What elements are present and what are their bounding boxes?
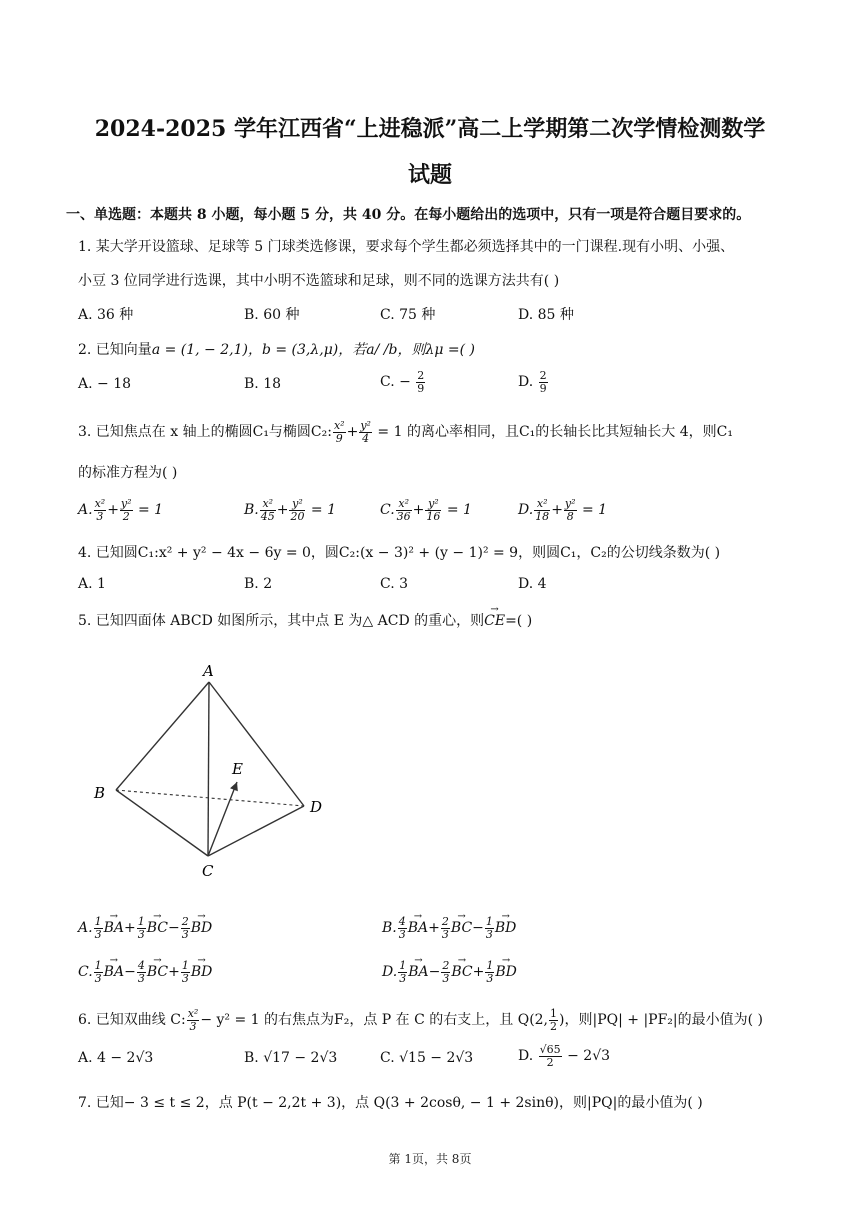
q5-option-sign: + xyxy=(168,964,180,981)
q5-option-coef xyxy=(137,916,146,940)
q5-option-vector: → BD xyxy=(191,920,213,936)
q5-option-label: A. xyxy=(78,920,93,937)
q3-option-x-fraction xyxy=(534,498,550,522)
q5-option-sign: − xyxy=(124,964,136,981)
q5-option-coef-den: 3 xyxy=(137,971,145,985)
q3-option-eq: = 1 xyxy=(306,502,337,519)
exam-title-line1: 2024-2025 学年江西省“上进稳派”高二上学期第二次学情检测数学 xyxy=(94,116,766,142)
q6-q-num: 1 xyxy=(550,1007,558,1020)
q3-option-x-fraction-num: x² xyxy=(396,498,412,511)
q3-option-plus: + xyxy=(107,502,119,519)
q2-part2: a = (1, − 2,1)， xyxy=(151,342,262,358)
q6-option-d-label: D. xyxy=(518,1048,538,1065)
q6-q-den: 2 xyxy=(550,1019,558,1033)
edge-ac xyxy=(208,682,209,856)
q5-option-coef-den: 3 xyxy=(94,927,102,941)
q5-option-coef-den: 3 xyxy=(398,927,406,941)
q3-option-y-fraction-den: 20 xyxy=(290,509,305,523)
q3-option-y-fraction-num: y² xyxy=(564,497,576,510)
q1-option-c: C. 75 种 xyxy=(380,307,436,323)
q5-option-coef-num: 1 xyxy=(94,959,102,972)
edge-cd xyxy=(208,806,304,856)
vertex-label-c: C xyxy=(202,862,214,880)
page-footer: 第 1页，共 8页 xyxy=(388,1152,472,1166)
q5-option-vector: → BC xyxy=(451,964,472,980)
q3-option-label: D. xyxy=(518,502,534,519)
q3-option-y-fraction-den: 16 xyxy=(426,509,441,523)
q3-option-y-fraction-num: y² xyxy=(289,498,305,511)
q3-option-x-fraction-den: 3 xyxy=(96,509,104,523)
q3-option-eq: = 1 xyxy=(133,502,164,519)
q5-option-label: D. xyxy=(382,964,398,981)
q5-option-vector: → BD xyxy=(495,920,517,936)
q7-stem: 7. 已知− 3 ≤ t ≤ 2，点 P(t − 2,2t + 3)，点 Q(3 + 2cosθ, − 1 + 2sinθ)，则|PQ|的最小值为( ) xyxy=(78,1095,703,1111)
q5-option-coef xyxy=(485,916,494,940)
q6-option-d-fraction xyxy=(539,1044,562,1068)
q6-option-b: B. √17 − 2√3 xyxy=(244,1050,338,1066)
q2-d-num: 2 xyxy=(539,369,547,382)
q3-option-x-fraction-num: x² xyxy=(94,497,106,510)
q5-option-vector: → BA xyxy=(408,964,428,980)
q3-stem-part-a: 3. 已知焦点在 x 轴上的椭圆C₁与椭圆C₂: xyxy=(78,424,332,441)
q5-option-vector: → BD xyxy=(495,964,517,980)
q3-option-plus: + xyxy=(276,502,289,519)
q3-c2-x-fraction xyxy=(333,420,346,444)
q2-option-d-label: D. xyxy=(518,374,538,391)
q3-option-x-fraction-den: 36 xyxy=(396,509,411,523)
q3-option-y-fraction-den: 8 xyxy=(566,509,574,523)
q5-option-a xyxy=(78,916,212,940)
q2-d-den: 9 xyxy=(539,381,547,395)
q1-option-b: B. 60 种 xyxy=(244,307,300,323)
q5-stem-part-a: 5. 已知四面体 ABCD 如图所示，其中点 E 为△ ACD 的重心，则 xyxy=(78,613,485,629)
q5-option-coef xyxy=(181,960,190,984)
q5-option-coef-den: 3 xyxy=(137,927,145,941)
q2-option-c-label: C. − xyxy=(380,374,416,391)
vertex-label-a: A xyxy=(203,662,214,680)
q3-option-label: C. xyxy=(380,502,395,519)
q3-c2-y-den: 4 xyxy=(362,431,370,445)
q5-option-sign: − xyxy=(428,964,441,981)
q5-option-coef xyxy=(94,960,103,984)
q5-option-coef-num: 2 xyxy=(441,915,449,928)
q5-option-coef-num: 1 xyxy=(94,915,102,928)
q1-option-a: A. 36 种 xyxy=(78,307,134,323)
q2-option-c-fraction xyxy=(416,370,425,394)
q2-part3: b = (3,λ,μ)，若 xyxy=(261,342,367,358)
q1-option-d: D. 85 种 xyxy=(518,307,574,323)
q3-option-x-fraction xyxy=(396,498,412,522)
q5-vector-ce: → CE xyxy=(484,613,505,629)
q5-option-coef-den: 3 xyxy=(485,927,493,941)
q3-option-y-fraction xyxy=(289,498,305,522)
q6-q-fraction xyxy=(549,1008,558,1032)
q5-option-coef-num: 4 xyxy=(398,915,406,928)
q6-stem-part-b: − y² = 1 的右焦点为F₂，点 P 在 C 的右支上，且 Q(2, xyxy=(200,1012,549,1029)
q5-option-vector: → BD xyxy=(191,964,213,980)
q5-option-sign: − xyxy=(472,920,484,937)
edge-bc xyxy=(116,790,208,856)
q2-option-b: B. 18 xyxy=(244,376,282,392)
q5-option-coef xyxy=(441,960,450,984)
q5-option-coef xyxy=(441,916,450,940)
q3-option-c xyxy=(380,498,472,522)
q3-c2-y-num: y² xyxy=(360,419,371,432)
q4-option-c: C. 3 xyxy=(380,576,409,592)
section-heading: 一、单选题：本题共 8 小题，每小题 5 分，共 40 分。在每小题给出的选项中，只有一项是符合题目要求的。 xyxy=(66,207,751,223)
q5-option-coef-num: 4 xyxy=(137,959,145,972)
q2-option-a: A. − 18 xyxy=(78,376,132,392)
q3-plus: + xyxy=(346,424,359,441)
q2-part4: a/ / xyxy=(366,342,389,358)
q3-option-eq: = 1 xyxy=(577,502,608,519)
q5-option-sign: − xyxy=(167,920,180,937)
q3-option-b xyxy=(244,498,336,522)
tetrahedron-figure xyxy=(86,650,346,890)
q3-c2-y-fraction xyxy=(359,420,372,444)
q3-option-x-fraction-den: 18 xyxy=(535,509,550,523)
point-label-e: E xyxy=(232,760,243,778)
q6-option-a: A. 4 − 2√3 xyxy=(78,1050,154,1066)
q3-option-x-fraction-num: x² xyxy=(260,498,276,511)
q5-option-coef-num: 2 xyxy=(181,915,189,928)
q3-option-label: B. xyxy=(244,502,259,519)
q5-option-vector: → BA xyxy=(408,920,428,936)
q6-stem xyxy=(78,1008,763,1032)
edge-bd-hidden xyxy=(116,790,304,806)
q6-hyperbola-fraction xyxy=(187,1008,200,1032)
q2-part1: 2. 已知向量 xyxy=(78,342,152,358)
q5-option-coef-num: 1 xyxy=(485,915,493,928)
q6-d-rest: − 2√3 xyxy=(562,1048,611,1065)
q5-option-coef xyxy=(485,960,494,984)
q5-option-coef-den: 3 xyxy=(486,971,494,985)
exam-title-line2: 试题 xyxy=(407,162,452,188)
q3-option-y-fraction xyxy=(120,498,133,522)
q5-option-label: C. xyxy=(78,964,93,981)
q5-option-coef-den: 3 xyxy=(442,971,450,985)
vertex-label-b: B xyxy=(94,784,106,802)
q6-stem-part-a: 6. 已知双曲线 C: xyxy=(78,1012,186,1029)
q3-option-x-fraction xyxy=(94,498,107,522)
q2-c-den: 9 xyxy=(417,381,425,395)
q3-stem-line1 xyxy=(78,420,733,444)
q5-option-sign: + xyxy=(472,964,485,981)
q3-option-plus: + xyxy=(412,502,425,519)
edge-ab xyxy=(116,682,209,790)
q5-option-coef xyxy=(137,960,146,984)
q5-option-coef-den: 3 xyxy=(399,971,407,985)
q5-option-d xyxy=(382,960,517,984)
q4-option-b: B. 2 xyxy=(244,576,273,592)
q2-c-num: 2 xyxy=(417,369,425,382)
q3-option-a xyxy=(78,498,163,522)
q3-option-y-fraction-num: y² xyxy=(120,497,132,510)
q6-d-den: 2 xyxy=(546,1055,554,1069)
q3-stem-line2: 的标准方程为( ) xyxy=(78,465,178,481)
q5-option-coef-num: 2 xyxy=(442,959,450,972)
q5-option-b xyxy=(382,916,516,940)
q3-option-y-fraction-num: y² xyxy=(425,498,441,511)
q5-option-coef xyxy=(181,916,190,940)
q3-c2-x-num: x² xyxy=(333,419,345,432)
q5-option-vector: → BA xyxy=(104,964,124,980)
q6-option-d xyxy=(518,1044,610,1068)
q5-option-c xyxy=(78,960,212,984)
q3-option-x-fraction-den: 45 xyxy=(260,509,275,523)
q3-option-label: A. xyxy=(78,502,93,519)
q5-option-coef-den: 3 xyxy=(181,971,189,985)
q5-option-sign: + xyxy=(428,920,440,937)
q5-option-vector: → BA xyxy=(104,920,124,936)
q5-stem-part-b: =( ) xyxy=(505,613,533,629)
q1-stem-line2: 小豆 3 位同学进行选课，其中小明不选篮球和足球，则不同的选课方法共有( ) xyxy=(78,273,560,289)
q3-option-y-fraction xyxy=(425,498,441,522)
q5-option-coef-num: 1 xyxy=(399,959,407,972)
edge-ad xyxy=(209,682,304,806)
q3-option-x-fraction-num: x² xyxy=(534,498,550,511)
q3-option-d xyxy=(518,498,607,522)
q5-option-coef-den: 3 xyxy=(441,927,449,941)
q3-option-plus: + xyxy=(551,502,563,519)
q5-stem xyxy=(78,610,532,630)
q4-option-a: A. 1 xyxy=(78,576,106,592)
q5-option-coef xyxy=(398,916,407,940)
q5-option-vector: → BC xyxy=(451,920,472,936)
vector-ce-arrow xyxy=(208,782,237,856)
q5-option-coef-den: 3 xyxy=(181,927,189,941)
q3-c2-x-den: 9 xyxy=(335,431,343,445)
q6-option-c: C. √15 − 2√3 xyxy=(380,1050,474,1066)
q3-option-eq: = 1 xyxy=(442,502,472,519)
q5-option-coef xyxy=(94,916,103,940)
q3-stem-part-b: = 1 的离心率相同，且C₁的长轴长比其短轴长大 4，则C₁ xyxy=(377,424,733,441)
q5-option-coef-den: 3 xyxy=(94,971,102,985)
vertex-label-d: D xyxy=(310,798,323,816)
q2-stem xyxy=(78,339,475,359)
q3-option-y-fraction-den: 2 xyxy=(122,509,130,523)
q6-frac-num: x² xyxy=(187,1007,199,1020)
q2-part5: b，则λμ =( ) xyxy=(388,342,475,358)
q2-option-d xyxy=(518,370,549,394)
q5-option-coef-num: 1 xyxy=(181,959,189,972)
q5-option-coef-num: 1 xyxy=(486,959,494,972)
q4-stem: 4. 已知圆C₁:x² + y² − 4x − 6y = 0，圆C₂:(x − 3)² + (y − 1)² = 9，则圆C₁，C₂的公切线条数为( ) xyxy=(78,545,721,561)
q4-option-d: D. 4 xyxy=(518,576,547,592)
q5-option-coef-num: 1 xyxy=(137,915,145,928)
q5-option-vector: → BC xyxy=(147,920,168,936)
q3-option-x-fraction xyxy=(260,498,276,522)
q3-option-y-fraction xyxy=(564,498,577,522)
q5-option-coef xyxy=(398,960,407,984)
q6-d-num: √65 xyxy=(539,1043,561,1056)
q5-option-sign: + xyxy=(123,920,136,937)
q6-stem-part-c: )，则|PQ| + |PF₂|的最小值为( ) xyxy=(559,1012,763,1029)
q2-option-c xyxy=(380,370,426,394)
q2-option-d-fraction xyxy=(539,370,548,394)
q1-stem-line1: 1. 某大学开设篮球、足球等 5 门球类选修课，要求每个学生都必须选择其中的一门课程.现有小明、小强、 xyxy=(78,239,735,255)
q5-option-vector: → BC xyxy=(147,964,168,980)
q5-option-label: B. xyxy=(382,920,397,937)
q6-frac-den: 3 xyxy=(189,1019,197,1033)
